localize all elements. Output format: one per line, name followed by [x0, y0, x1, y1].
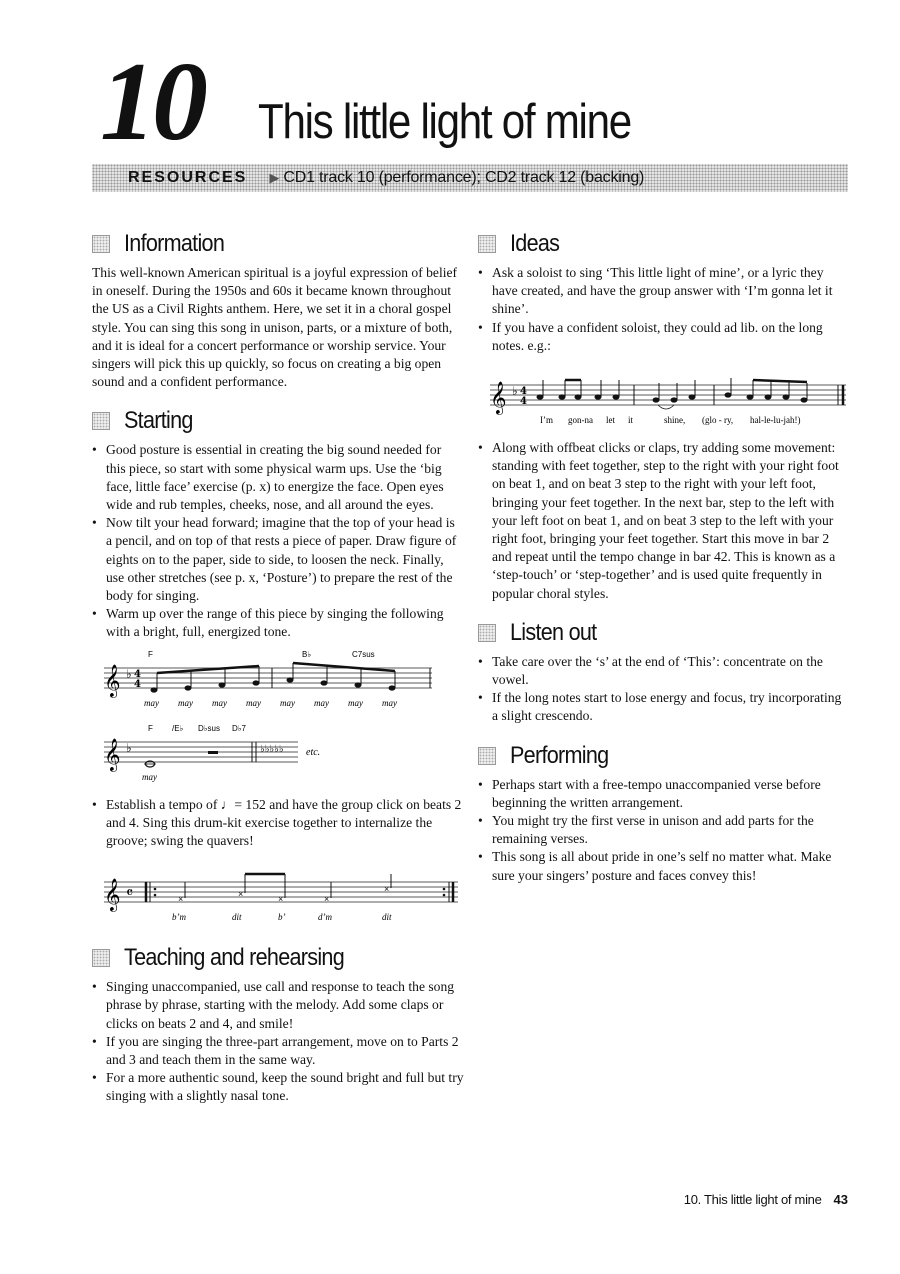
lyric: may — [212, 697, 227, 708]
section-header — [478, 617, 850, 649]
section-title: Information — [124, 230, 225, 257]
svg-text:♭: ♭ — [126, 740, 132, 755]
music-excerpt-warmup-1 — [92, 648, 464, 714]
section-header — [92, 942, 464, 974]
music-excerpt-warmup-2 — [92, 722, 464, 788]
staff-notation — [92, 862, 464, 928]
svg-text:𝄴: 𝄴 — [126, 883, 134, 903]
svg-text:×: × — [384, 884, 390, 895]
lyric: hal-le-lu-jah!) — [750, 415, 801, 426]
list-item: • If you are singing the three-part arrangement, move on to Parts 2 and 3 and teach them in the same way. — [92, 1033, 464, 1069]
triangle-right-icon: ▶ — [269, 170, 280, 185]
lyric: b’m — [172, 912, 186, 923]
svg-text:4: 4 — [520, 386, 527, 398]
svg-text:4: 4 — [134, 668, 141, 680]
staff-notation — [92, 722, 352, 788]
section-ideas — [478, 228, 850, 603]
section-information — [92, 228, 464, 391]
list-item: • If the long notes start to lose energy and focus, try incorporating a slight crescendo. — [478, 689, 850, 725]
resources-text: CD1 track 10 (performance); CD2 track 12 (backing) — [283, 169, 645, 186]
list-item: • Perhaps start with a free-tempo unaccompanied verse before beginning the written arrangement. — [478, 776, 850, 812]
ideas-list-cont — [478, 439, 850, 603]
list-item: • This song is all about pride in one’s self no matter what. Make sure your singers’ posture and faces convey this! — [478, 848, 850, 884]
lyric: it — [628, 415, 634, 426]
section-header — [478, 740, 850, 772]
svg-text:4: 4 — [134, 678, 141, 690]
list-item: • For a more authentic sound, keep the sound bright and full but try singing with a slightly nasal tone. — [92, 1069, 464, 1105]
dotted-square-icon — [478, 235, 496, 253]
staff-notation — [478, 365, 850, 431]
lyric: gon-na — [568, 415, 593, 426]
chord-symbol: D♭sus — [198, 723, 220, 733]
lyric: may — [382, 697, 397, 708]
section-header — [478, 228, 850, 260]
section-performing — [478, 740, 850, 885]
section-title: Starting — [124, 407, 193, 435]
list-item: • Along with offbeat clicks or claps, try adding some movement: standing with feet together, step to the right with your right foot on beat 1, and on beat 3 step to the right with your left foot, bringing your feet together. In the next bar, step to the left with your left foot on beat 1, and on beat 3 step to the left with your right foot, bringing your feet together. Start this move in bar 2 and repeat until the tempo change in bar 42. This is known as a ‘step-touch’ or ‘step-together’ and is used quite frequently in popular choral styles. — [478, 439, 850, 603]
dotted-square-icon — [92, 949, 110, 967]
information-body: This well-known American spiritual is a joyful expression of belief in oneself. During the 1950s and 60s it became known throughout the US as a Civil Rights anthem. Here, we set it in a choral gospel style. You can sing this song in unison, parts, or a mixture of both, and it is ideal for a concert performance or worship service. Your singers will pick this up quickly, so focus on creating a big open sound and a confident performance. — [92, 265, 458, 390]
svg-text:4: 4 — [520, 396, 527, 408]
svg-text:𝄞: 𝄞 — [104, 737, 121, 771]
svg-text:♭♭♭♭♭: ♭♭♭♭♭ — [260, 743, 284, 755]
list-item: • Establish a tempo of ♩= 152 and have the group click on beats 2 and 4. Sing this drum-kit exercise together to internalize the groove; swing the quavers! — [92, 796, 464, 851]
lyric: may — [144, 697, 159, 708]
chord-symbol: C7sus — [352, 649, 375, 659]
list-item: • Singing unaccompanied, use call and response to teach the song phrase by phrase, starting with the melody. Add some claps or clicks on beats 2 and 4, and smile! — [92, 978, 464, 1033]
svg-text:×: × — [178, 894, 184, 905]
resources-bar — [92, 164, 848, 192]
staff-notation — [92, 648, 432, 714]
etc-text: etc. — [306, 746, 321, 758]
svg-text:×: × — [238, 889, 244, 900]
list-item: • Take care over the ‘s’ at the end of ‘This’: concentrate on the vowel. — [478, 653, 850, 689]
section-title: Performing — [510, 741, 609, 769]
chord-symbol: F — [148, 649, 153, 659]
chapter-title: This little light of mine — [258, 95, 631, 149]
resources-label: RESOURCES — [128, 169, 248, 186]
footer-title: 10. This little light of mine — [683, 1192, 822, 1207]
section-teaching — [92, 942, 464, 1105]
list-item: • If you have a confident soloist, they could ad lib. on the long notes. e.g.: — [478, 319, 850, 355]
performing-list — [478, 776, 850, 885]
list-item: • Ask a soloist to sing ‘This little light of mine’, or a lyric they have created, and have the group answer with ‘I’m gonna let it shine’. — [478, 264, 850, 319]
dotted-square-icon — [92, 412, 110, 430]
lyric: may — [178, 697, 193, 708]
svg-text:♭: ♭ — [126, 666, 132, 681]
svg-text:×: × — [278, 894, 284, 905]
section-title: Teaching and rehearsing — [124, 944, 345, 972]
lyric: b’ — [278, 912, 286, 923]
lyric: shine, — [664, 415, 686, 426]
lyric: may — [142, 771, 157, 782]
lyric: may — [348, 697, 363, 708]
starting-list — [92, 441, 464, 641]
music-excerpt-drumkit — [92, 862, 464, 928]
chapter-number: 10 — [100, 40, 204, 164]
teaching-list — [92, 978, 464, 1105]
chord-symbol: B♭ — [302, 649, 312, 659]
section-starting — [92, 405, 464, 928]
svg-text:𝄞: 𝄞 — [104, 663, 121, 697]
list-item: • Good posture is essential in creating the big sound needed for this piece, so start with some physical warm ups. Use the ‘big face, little face’ exercise (p. x) to energize the face. Open eyes wide and rub temples, cheeks, nose, and all around the eyes. — [92, 441, 464, 514]
lyric: let — [606, 415, 615, 426]
list-item: • Now tilt your head forward; imagine that the top of your head is a pencil, and on top of that rests a piece of paper. Draw figure of eights on to the paper, side to side, to loosen the neck. Finally, use other stretches (see p. x, ‘Posture’) to prepare the rest of the body for singing. — [92, 514, 464, 605]
dotted-square-icon — [92, 235, 110, 253]
page-footer — [684, 1192, 848, 1207]
chord-symbol: D♭7 — [232, 723, 246, 733]
left-column — [92, 228, 464, 1120]
section-header — [92, 405, 464, 437]
lyric: I’m — [540, 415, 553, 426]
page-number: 43 — [833, 1192, 848, 1207]
ideas-list — [478, 264, 850, 355]
list-item: • Warm up over the range of this piece by singing the following with a bright, full, energized tone. — [92, 605, 464, 641]
lyric: may — [280, 697, 295, 708]
dotted-square-icon — [478, 747, 496, 765]
svg-text:𝄞: 𝄞 — [104, 878, 121, 912]
starting-list-cont — [92, 796, 464, 851]
section-listen-out — [478, 617, 850, 726]
lyric: dit — [232, 912, 242, 923]
lyric: may — [246, 697, 261, 708]
chord-symbol: F — [148, 723, 153, 733]
listen-list — [478, 653, 850, 726]
section-title: Listen out — [510, 618, 597, 646]
section-title: Ideas — [510, 230, 560, 257]
svg-text:𝄞: 𝄞 — [490, 381, 507, 415]
lyric: may — [314, 697, 329, 708]
lyric: (glo - ry, — [702, 415, 734, 426]
chord-symbol: /E♭ — [172, 723, 184, 733]
lyric: d’m — [318, 912, 332, 923]
list-item: • You might try the first verse in unison and add parts for the remaining verses. — [478, 812, 850, 848]
svg-text:♭: ♭ — [512, 384, 518, 399]
right-column — [478, 228, 850, 899]
music-excerpt-adlib — [478, 365, 850, 431]
svg-text:×: × — [324, 894, 330, 905]
lyric: dit — [382, 912, 392, 923]
section-header — [92, 228, 464, 260]
dotted-square-icon — [478, 624, 496, 642]
